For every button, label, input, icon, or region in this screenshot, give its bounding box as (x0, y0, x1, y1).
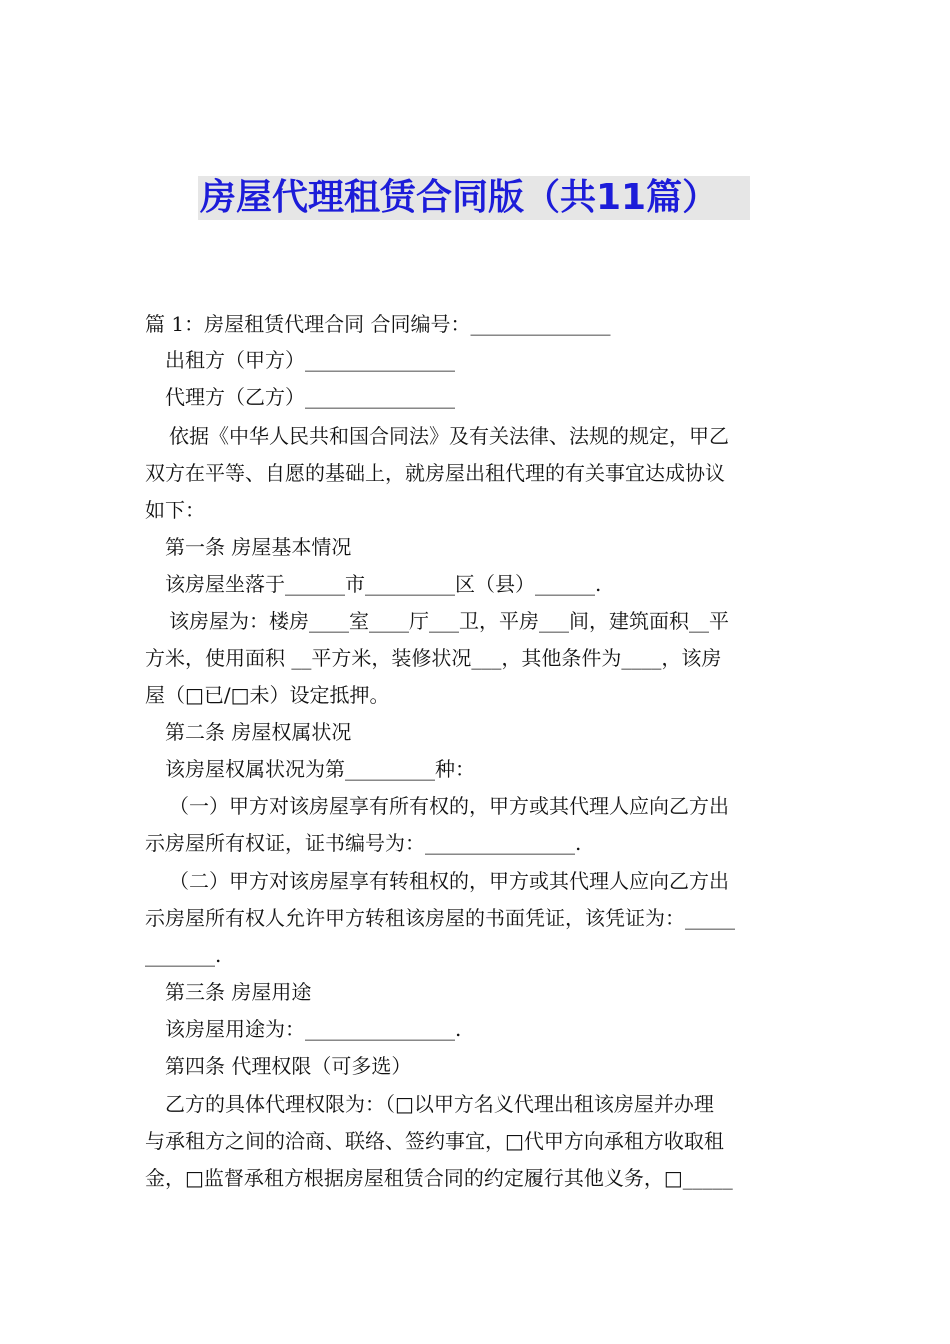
paragraph-line: 示房屋所有权人允许甲方转租该房屋的书面凭证，该凭证为：_____ (145, 906, 735, 930)
paragraph-line: 与承租方之间的洽商、联络、签约事宜，□代甲方向承租方收取租 (145, 1129, 724, 1153)
document-title: 房屋代理租赁合同版（共11篇） (200, 177, 719, 218)
paragraph-line: 乙方的具体代理权限为：（□以甲方名义代理出租该房屋并办理 (165, 1092, 714, 1116)
paragraph-line: 依据《中华人民共和国合同法》及有关法律、法规的规定，甲乙 (169, 424, 729, 448)
paragraph-line: （一）甲方对该房屋享有所有权的，甲方或其代理人应向乙方出 (169, 794, 729, 818)
paragraph-line: 如下： (145, 498, 205, 522)
article-heading: 第三条 房屋用途 (165, 980, 312, 1004)
paragraph-line: _______. (145, 943, 222, 967)
article-heading: 第一条 房屋基本情况 (165, 535, 352, 559)
agent-line: 代理方（乙方）_______________ (165, 385, 455, 409)
paragraph-line: 该房屋坐落于______市_________区（县）______. (165, 572, 602, 596)
paragraph-line: （二）甲方对该房屋享有转租权的，甲方或其代理人应向乙方出 (169, 869, 729, 893)
contract-header-line: 篇 1：房屋租赁代理合同 合同编号：______________ (145, 312, 611, 336)
document-title-highlight (198, 176, 750, 220)
paragraph-line: 示房屋所有权证，证书编号为：_______________. (145, 831, 582, 855)
paragraph-line: 该房屋用途为：_______________. (165, 1017, 462, 1041)
article-heading: 第二条 房屋权属状况 (165, 720, 352, 744)
paragraph-line: 屋（□已/□未）设定抵押。 (145, 683, 390, 707)
paragraph-line: 金，□监督承租方根据房屋租赁合同的约定履行其他义务，□_____ (145, 1166, 733, 1190)
article-heading: 第四条 代理权限（可多选） (165, 1054, 412, 1078)
paragraph-line: 方米，使用面积 __平方米，装修状况___，其他条件为____，该房 (145, 646, 722, 670)
paragraph-line: 该房屋权属状况为第_________种： (165, 757, 475, 781)
paragraph-line: 双方在平等、自愿的基础上，就房屋出租代理的有关事宜达成协议 (145, 461, 725, 485)
lessor-line: 出租方（甲方）_______________ (165, 348, 455, 372)
paragraph-line: 该房屋为：楼房____室____厅___卫，平房___间，建筑面积__平 (169, 609, 729, 633)
